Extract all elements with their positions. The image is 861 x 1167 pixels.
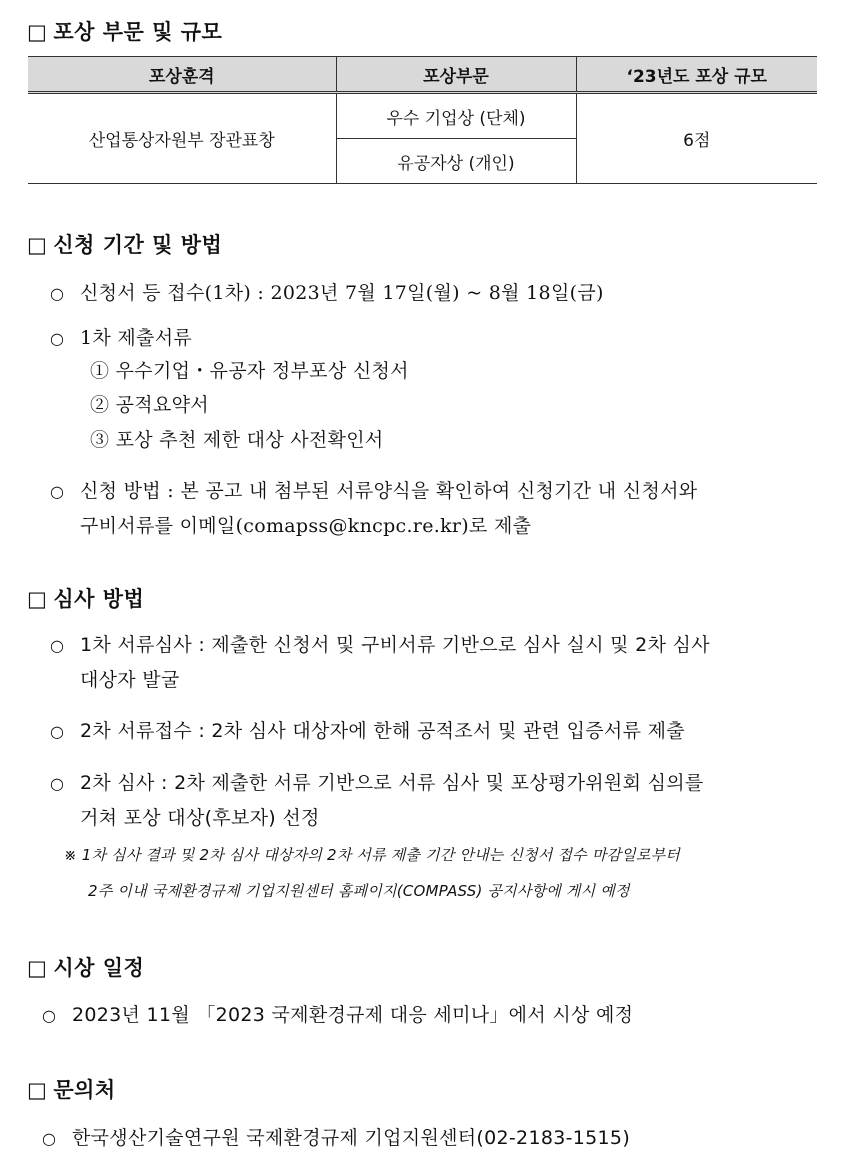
- bullet-circle: ○: [42, 1129, 57, 1148]
- section-marker: □: [27, 587, 48, 611]
- section-title-review: [27, 583, 144, 613]
- section-marker: □: [27, 956, 48, 980]
- application-doc-1: ① 우수기업・유공자 정부포상 신청서: [90, 360, 409, 382]
- application-period: [50, 275, 604, 312]
- application-docs-title: [50, 320, 192, 357]
- cell-category-company: 우수 기업상 (단체): [336, 93, 576, 139]
- contact-info: [42, 1120, 630, 1157]
- application-doc-2: ② 공적요약서: [90, 394, 209, 416]
- section-marker: □: [27, 1078, 48, 1102]
- section-title-text: 신청 기간 및 방법: [53, 233, 223, 257]
- section-marker: □: [27, 233, 48, 257]
- bullet-circle: ○: [50, 774, 65, 793]
- bullet-circle: ○: [42, 1006, 57, 1025]
- bullet-circle: ○: [50, 636, 65, 655]
- bullet-circle: ○: [50, 722, 65, 741]
- review-second: [50, 765, 704, 802]
- section-title-text: 시상 일정: [53, 956, 145, 980]
- review-first: [50, 627, 710, 664]
- contact-text: 한국생산기술연구원 국제환경규제 기업지원센터(02-2183-1515): [72, 1127, 631, 1149]
- review-first-line-1: 1차 서류심사 : 제출한 신청서 및 구비서류 기반으로 심사 실시 및 2차 심사: [80, 634, 710, 656]
- review-first-line-2: 대상자 발굴: [80, 669, 180, 691]
- section-title-text: 문의처: [53, 1078, 116, 1102]
- review-second-submission: [50, 713, 685, 750]
- cell-category-individual: 유공자상 (개인): [336, 139, 576, 184]
- ceremony-text: 2023년 11월 「2023 국제환경규제 대응 세미나」에서 시상 예정: [72, 1004, 634, 1026]
- section-marker: □: [27, 20, 48, 44]
- award-table-header-row: [28, 57, 817, 93]
- review-second-line-2: 거쳐 포상 대상(후보자) 선정: [80, 807, 320, 829]
- bullet-circle: ○: [50, 284, 65, 303]
- review-second-line-1: 2차 심사 : 2차 제출한 서류 기반으로 서류 심사 및 포상평가위원회 심의를: [80, 772, 704, 794]
- ceremony-schedule: [42, 997, 633, 1034]
- cell-honor: 산업통상자원부 장관표창: [28, 93, 336, 184]
- application-doc-3: ③ 포상 추천 제한 대상 사전확인서: [90, 429, 384, 451]
- docs-title-text: 1차 제출서류: [80, 327, 192, 349]
- section-title-award-category: [27, 16, 222, 46]
- review-note-line-1: ※ 1차 심사 결과 및 2차 심사 대상자의 2차 서류 제출 기간 안내는 신청서 접수 마감일로부터: [64, 846, 680, 864]
- cell-scale: 6점: [576, 93, 817, 184]
- method-line-1: 신청 방법 : 본 공고 내 첨부된 서류양식을 확인하여 신청기간 내 신청서와: [80, 480, 698, 502]
- section-title-application: [27, 229, 222, 259]
- header-scale: ‘23년도 포상 규모: [576, 57, 817, 93]
- bullet-circle: ○: [50, 482, 65, 501]
- application-period-text: 신청서 등 접수(1차) : 2023년 7월 17일(월) ~ 8월 18일(금): [80, 282, 604, 304]
- award-table: [28, 56, 817, 184]
- application-method: [50, 473, 697, 510]
- table-row: [28, 93, 817, 139]
- bullet-circle: ○: [50, 329, 65, 348]
- section-title-ceremony: [27, 952, 144, 982]
- section-title-text: 포상 부문 및 규모: [53, 20, 223, 44]
- section-title-text: 심사 방법: [53, 587, 145, 611]
- review-note-line-2: 2주 이내 국제환경규제 기업지원센터 홈페이지(COMPASS) 공지사항에 게시 예정: [88, 882, 630, 900]
- header-category: 포상부문: [336, 57, 576, 93]
- section-title-contact: [27, 1074, 116, 1104]
- application-method-line-2: 구비서류를 이메일(comapss@kncpc.re.kr)로 제출: [80, 515, 532, 537]
- header-honor: 포상훈격: [28, 57, 336, 93]
- review-second-submission-text: 2차 서류접수 : 2차 심사 대상자에 한해 공적조서 및 관련 입증서류 제출: [80, 720, 685, 742]
